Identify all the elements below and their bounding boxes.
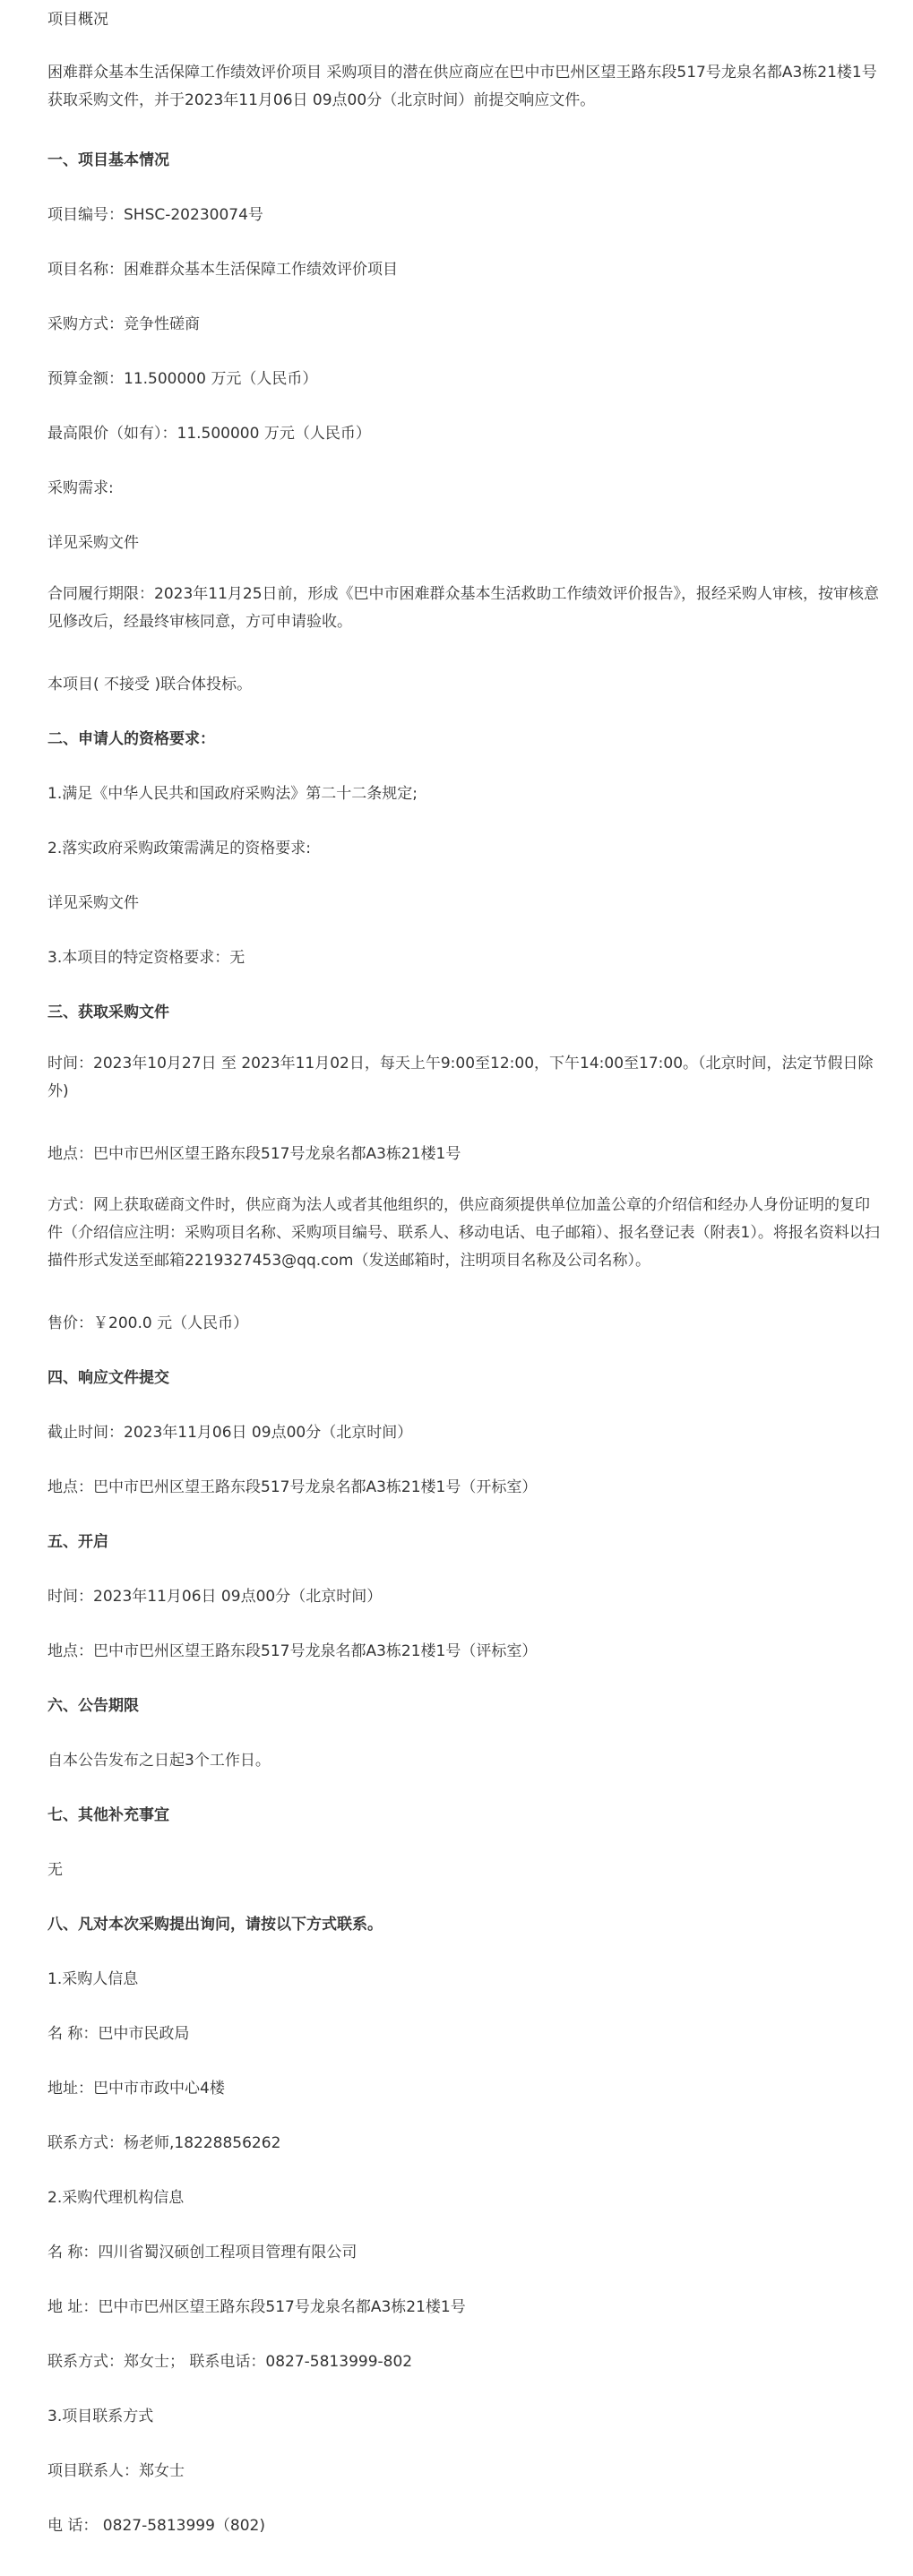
section-3-heading: 三、获取采购文件: [47, 1004, 169, 1021]
project-contact-person: 项目联系人：郑女士: [47, 2462, 185, 2480]
project-name: 项目名称：困难群众基本生活保障工作绩效评价项目: [47, 261, 398, 279]
project-contact-label: 3.项目联系方式: [47, 2408, 154, 2425]
document-method: 方式：网上获取磋商文件时，供应商为法人或者其他组织的，供应商须提供单位加盖公章的介绍信和经办人身份证明的复印件（介绍信应注明：采购项目名称、采购项目编号、联系人、移动电话、电子邮箱）、报名登记表（附表1）。将报名资料以扫描件形式发送至邮箱2219327453@qq.com（发送邮箱时，注明项目名称及公司名称）。: [47, 1196, 880, 1270]
section-6-heading: 六、公告期限: [47, 1697, 139, 1715]
buyer-info-label: 1.采购人信息: [47, 1970, 139, 1988]
other-matters: 无: [47, 1861, 63, 1879]
agent-info-label: 2.采购代理机构信息: [47, 2189, 185, 2207]
section-4-heading: 四、响应文件提交: [47, 1369, 169, 1387]
section-8-heading: 八、凡对本次采购提出询问，请按以下方式联系。: [47, 1916, 383, 1934]
demand-detail: 详见采购文件: [47, 534, 139, 552]
section-1-heading: 一、项目基本情况: [47, 151, 169, 169]
document-time: 时间：2023年10月27日 至 2023年11月02日，每天上午9:00至12:00，下午14:00至17:00。（北京时间，法定节假日除外): [47, 1055, 874, 1100]
notice-period: 自本公告发布之日起3个工作日。: [47, 1752, 271, 1770]
procurement-method: 采购方式：竞争性磋商: [47, 315, 200, 333]
section-2-heading: 二、申请人的资格要求：: [47, 730, 215, 748]
buyer-contact: 联系方式：杨老师,18228856262: [47, 2134, 281, 2152]
demand-label: 采购需求:: [47, 479, 114, 497]
submission-deadline: 截止时间：2023年11月06日 09点00分（北京时间）: [47, 1424, 413, 1442]
section-5-heading: 五、开启: [47, 1533, 108, 1551]
agent-address: 地 址：巴中市巴州区望王路东段517号龙泉名都A3栋21楼1号: [47, 2298, 466, 2316]
buyer-address: 地址：巴中市市政中心4楼: [47, 2080, 225, 2098]
qualification-item-2-detail: 详见采购文件: [47, 894, 139, 912]
doc-title: 项目概况: [47, 11, 108, 29]
section-7-heading: 七、其他补充事宜: [47, 1806, 169, 1824]
document-place: 地点：巴中市巴州区望王路东段517号龙泉名都A3栋21楼1号: [47, 1145, 461, 1163]
agent-name: 名 称：四川省蜀汉硕创工程项目管理有限公司: [47, 2244, 357, 2262]
document-price: 售价：￥200.0 元（人民币）: [47, 1314, 249, 1332]
budget-amount: 预算金额：11.500000 万元（人民币）: [47, 370, 318, 388]
project-number: 项目编号：SHSC-20230074号: [47, 206, 263, 224]
agent-contact: 联系方式：郑女士； 联系电话：0827-5813999-802: [47, 2353, 413, 2371]
qualification-item-3: 3.本项目的特定资格要求：无: [47, 949, 245, 967]
max-price: 最高限价（如有）：11.500000 万元（人民币）: [47, 425, 371, 443]
qualification-item-2: 2.落实政府采购政策需满足的资格要求:: [47, 840, 311, 857]
overview-paragraph: 困难群众基本生活保障工作绩效评价项目 采购项目的潜在供应商应在巴中市巴州区望王路东段517号龙泉名都A3栋21楼1号获取采购文件，并于2023年11月06日 09点00分（北京时间）前提交响应文件。: [47, 64, 877, 109]
opening-time: 时间：2023年11月06日 09点00分（北京时间）: [47, 1588, 383, 1606]
qualification-item-1: 1.满足《中华人民共和国政府采购法》第二十二条规定;: [47, 785, 418, 803]
joint-bid: 本项目( 不接受 )联合体投标。: [47, 676, 253, 694]
submission-place: 地点：巴中市巴州区望王路东段517号龙泉名都A3栋21楼1号（开标室）: [47, 1478, 538, 1496]
opening-place: 地点：巴中市巴州区望王路东段517号龙泉名都A3栋21楼1号（评标室）: [47, 1642, 538, 1660]
buyer-name: 名 称：巴中市民政局: [47, 2025, 190, 2043]
project-contact-phone: 电 话： 0827-5813999（802): [47, 2517, 265, 2535]
contract-period: 合同履行期限：2023年11月25日前，形成《巴中市困难群众基本生活救助工作绩效评价报告》，报经采购人审核，按审核意见修改后，经最终审核同意，方可申请验收。: [47, 585, 880, 631]
